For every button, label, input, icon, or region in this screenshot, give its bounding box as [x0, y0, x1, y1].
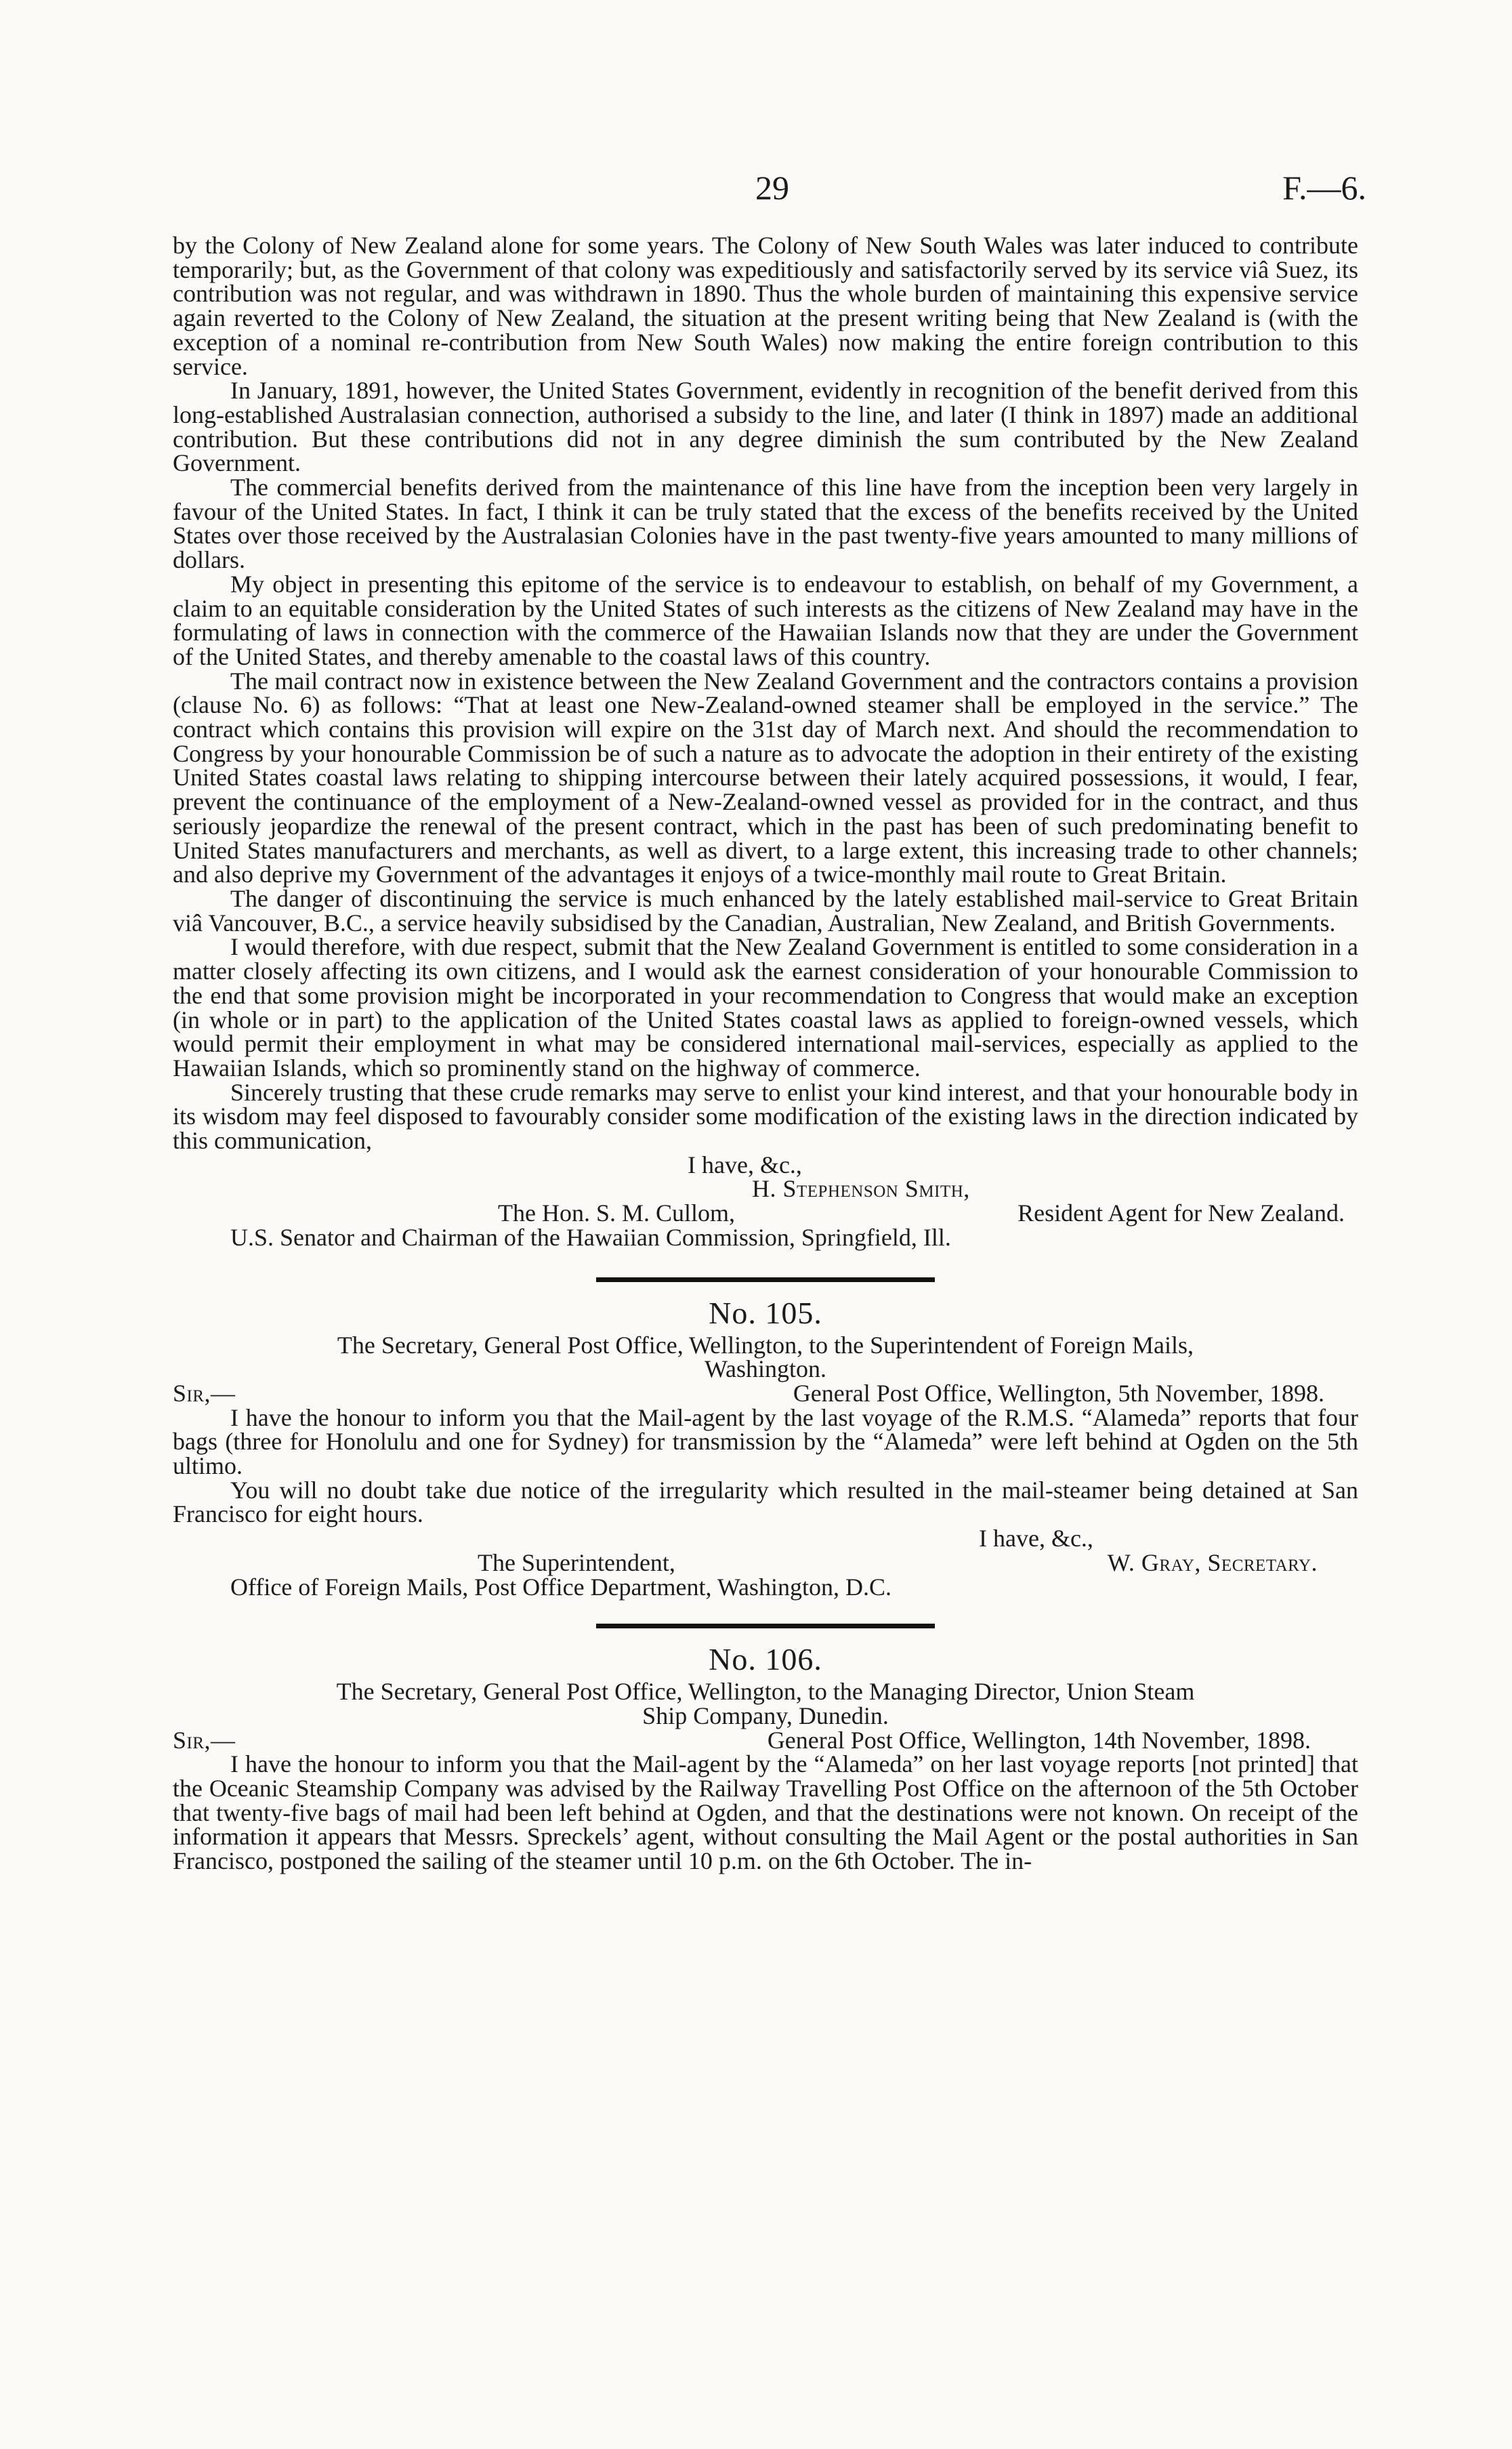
- paragraph: You will no doubt take due notice of the irregularity which resulted in the mail-steamer being detained at San Francisco for eight hours.: [173, 1476, 1358, 1528]
- closing-i-have: I have, &c.,: [688, 1151, 802, 1178]
- letter-from-to-cont: Ship Company, Dunedin.: [642, 1702, 889, 1729]
- letter-from-to: The Secretary, General Post Office, Wellington, to the Superintendent of Foreign Mails,: [337, 1331, 1194, 1359]
- paragraph: In January, 1891, however, the United States Government, evidently in recognition of the benefit derived from this long-established Australasian connection, authorised a subsidy to the line, and later (I think in 1897) made an additional contribution. But these contributions did not in any degree diminish the sum contributed by the New Zealand Government.: [173, 377, 1358, 477]
- paragraph: The mail contract now in existence between the New Zealand Government and the contractors contains a provision (clause No. 6) as follows: “That at least one New-Zealand-owned steamer shall be employed in the service.” The contract which contains this provision will expire on the 31st day of March next. And should the recommendation to Congress by your honourable Commission be of such a nature as to advocate the adoption in their entirety of the existing United States coastal laws relating to shipping intercourse between their lately acquired possessions, it would, I fear, prevent the continuance of the employment of a New-Zealand-owned vessel as provided for in the contract, and thus seriously jeopardize the renewal of the present contract, which in the past has been of such predominating benefit to United States manufacturers and merchants, as well as divert, to a large extent, this increasing trade to other channels; and also deprive my Government of the advantages it enjoys of a twice-monthly mail route to Great Britain.: [173, 667, 1358, 888]
- section-rule: [596, 1624, 935, 1628]
- letter-heading: No. 106.: [709, 1642, 822, 1677]
- salutation-row: [173, 1379, 1358, 1407]
- dateline: General Post Office, Wellington, 14th November, 1898.: [767, 1726, 1311, 1754]
- signer-title: Resident Agent for New Zealand.: [1017, 1199, 1345, 1227]
- paragraph: The danger of discontinuing the service is much enhanced by the lately established mail-service to Great Britain viâ Vancouver, B.C., a service heavily subsidised by the Canadian, Australian, New Zealand, and British Governments.: [173, 884, 1358, 937]
- paragraph: Sincerely trusting that these crude remarks may serve to enlist your kind interest, and that your honourable body in its wisdom may feel disposed to favourably consider some modification of the existing laws in the direction indicated by this communication,: [173, 1078, 1358, 1155]
- paragraph: My object in presenting this epitome of the service is to endeavour to establish, on behalf of my Government, a claim to an equitable consideration by the United States of such interests as the citizens of New Zealand may have in the formulating of laws in connection with the commerce of the Hawaiian Islands now that they are under the Government of the United States, and thereby amenable to the coastal laws of this country.: [173, 570, 1358, 670]
- document-reference: F.—6.: [1282, 169, 1366, 207]
- letter-heading: No. 105.: [709, 1295, 822, 1330]
- letter-from-to: The Secretary, General Post Office, Wellington, to the Managing Director, Union Steam: [336, 1678, 1195, 1706]
- paragraph: I would therefore, with due respect, submit that the New Zealand Government is entitled to some consideration in a matter closely affecting its own citizens, and I would ask the earnest consideration of your honourable Commission to the end that some provision might be incorporated in your recommendation to Congress that would make an exception (in whole or in part) to the application of the United States coastal laws as applied to foreign-owned vessels, which would permit their employment in what may be considered international mail-services, especially as applied to the Hawaiian Islands, which so prominently stand on the highway of commerce.: [173, 933, 1358, 1082]
- signature: W. Gray, Secretary.: [1107, 1548, 1318, 1576]
- addressee-address: U.S. Senator and Chairman of the Hawaiian Commission, Springfield, Ill.: [230, 1223, 951, 1251]
- salutation: Sir,—: [173, 1379, 236, 1407]
- paragraph: I have the honour to inform you that the Mail-agent by the “Alameda” on her last voyage reports [not printed] that the Oceanic Steamship Company was advised by the Railway Travelling Post Office on the afternoon of the 5th October that twenty-five bags of mail had been left behind at Ogden, and that the destinations were not known. On receipt of the information it appears that Messrs. Spreckels’ agent, without consulting the Mail Agent or the postal authorities in San Francisco, postponed the sailing of the steamer until 10 p.m. on the 6th October. The in-: [173, 1750, 1358, 1875]
- addressee: The Superintendent,: [478, 1548, 675, 1576]
- addressee-address: Office of Foreign Mails, Post Office Department, Washington, D.C.: [230, 1573, 891, 1601]
- dateline: General Post Office, Wellington, 5th November, 1898.: [793, 1379, 1324, 1407]
- signature: H. Stephenson Smith,: [752, 1175, 970, 1203]
- page-number: 29: [755, 169, 789, 207]
- section-rule: [596, 1277, 935, 1282]
- salutation: Sir,—: [173, 1726, 236, 1754]
- salutation-row: [173, 1726, 1358, 1754]
- document-body: [173, 234, 1358, 1874]
- paragraph: by the Colony of New Zealand alone for some years. The Colony of New South Wales was later induced to contribute temporarily; but, as the Government of that colony was expeditiously and satisfactorily served by its service viâ Suez, its contribution was not regular, and was withdrawn in 1890. Thus the whole burden of maintaining this expensive service again reverted to the Colony of New Zealand, the situation at the present writing being that New Zealand is (with the exception of a nominal re-contribution from New South Wales) now making the entire foreign contribution to this service.: [173, 232, 1358, 380]
- paragraph: The commercial benefits derived from the maintenance of this line have from the inception been very largely in favour of the United States. In fact, I think it can be truly stated that the excess of the benefits received by the United States over those received by the Australasian Colonies have in the past twenty-five years amounted to many millions of dollars.: [173, 474, 1358, 574]
- paragraph: I have the honour to inform you that the Mail-agent by the last voyage of the R.M.S. “Alameda” reports that four bags (three for Honolulu and one for Sydney) for transmission by the “Alameda” were left behind at Ogden on the 5th ultimo.: [173, 1403, 1358, 1480]
- addressee: The Hon. S. M. Cullom,: [498, 1199, 736, 1227]
- addressee-row: [173, 1548, 1358, 1576]
- addressee-row: [173, 1201, 1358, 1226]
- letter-from-to-cont: Washington.: [704, 1355, 827, 1383]
- closing-i-have: I have, &c.,: [979, 1525, 1093, 1552]
